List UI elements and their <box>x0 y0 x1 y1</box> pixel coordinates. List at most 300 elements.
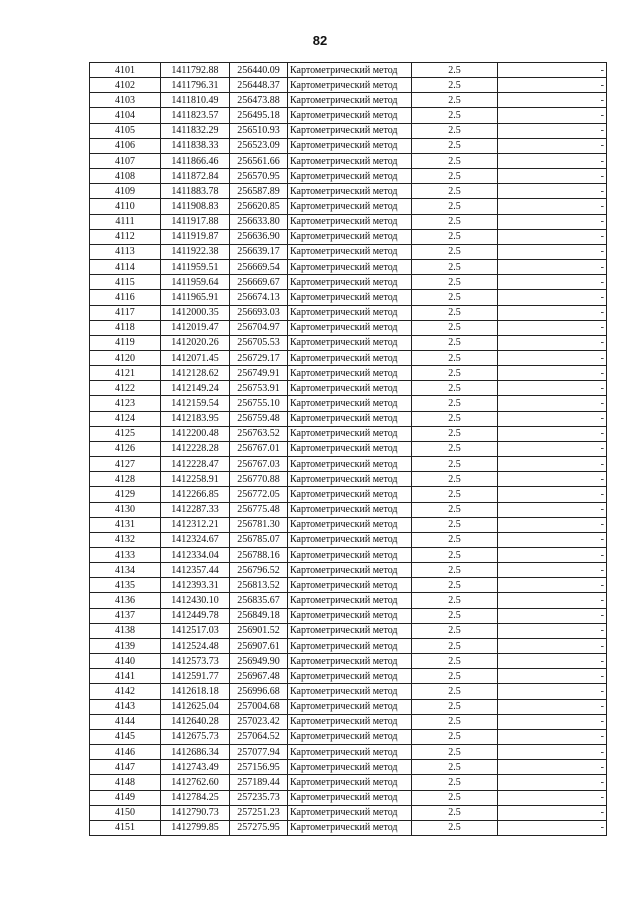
y-coordinate-cell: 256907.61 <box>230 638 288 653</box>
method-cell: Картометрический метод <box>288 487 412 502</box>
description-cell: - <box>498 775 607 790</box>
description-cell: - <box>498 457 607 472</box>
description-cell: - <box>498 260 607 275</box>
point-number-cell: 4119 <box>90 335 161 350</box>
point-number-cell: 4121 <box>90 366 161 381</box>
x-coordinate-cell: 1412071.45 <box>161 350 230 365</box>
point-number-cell: 4127 <box>90 457 161 472</box>
y-coordinate-cell: 256772.05 <box>230 487 288 502</box>
description-cell: - <box>498 472 607 487</box>
y-coordinate-cell: 256633.80 <box>230 214 288 229</box>
description-cell: - <box>498 411 607 426</box>
table-row <box>90 457 607 472</box>
point-number-cell: 4139 <box>90 638 161 653</box>
y-coordinate-cell: 256693.03 <box>230 305 288 320</box>
description-cell: - <box>498 244 607 259</box>
y-coordinate-cell: 256674.13 <box>230 290 288 305</box>
table-row <box>90 775 607 790</box>
table-row <box>90 790 607 805</box>
description-cell: - <box>498 684 607 699</box>
description-cell: - <box>498 699 607 714</box>
y-coordinate-cell: 256473.88 <box>230 93 288 108</box>
accuracy-cell: 2.5 <box>412 78 498 93</box>
point-number-cell: 4101 <box>90 63 161 78</box>
method-cell: Картометрический метод <box>288 411 412 426</box>
x-coordinate-cell: 1412312.21 <box>161 517 230 532</box>
method-cell: Картометрический метод <box>288 63 412 78</box>
point-number-cell: 4110 <box>90 199 161 214</box>
accuracy-cell: 2.5 <box>412 578 498 593</box>
x-coordinate-cell: 1412200.48 <box>161 426 230 441</box>
table-row <box>90 441 607 456</box>
table-row <box>90 745 607 760</box>
table-row <box>90 760 607 775</box>
description-cell: - <box>498 532 607 547</box>
table-row <box>90 214 607 229</box>
table-row <box>90 366 607 381</box>
point-number-cell: 4116 <box>90 290 161 305</box>
method-cell: Картометрический метод <box>288 790 412 805</box>
point-number-cell: 4124 <box>90 411 161 426</box>
table-row <box>90 229 607 244</box>
x-coordinate-cell: 1411922.38 <box>161 244 230 259</box>
table-row <box>90 335 607 350</box>
method-cell: Картометрический метод <box>288 290 412 305</box>
x-coordinate-cell: 1412128.62 <box>161 366 230 381</box>
description-cell: - <box>498 638 607 653</box>
description-cell: - <box>498 745 607 760</box>
method-cell: Картометрический метод <box>288 578 412 593</box>
accuracy-cell: 2.5 <box>412 820 498 835</box>
description-cell: - <box>498 760 607 775</box>
description-cell: - <box>498 820 607 835</box>
y-coordinate-cell: 257023.42 <box>230 714 288 729</box>
point-number-cell: 4132 <box>90 532 161 547</box>
description-cell: - <box>498 63 607 78</box>
description-cell: - <box>498 790 607 805</box>
accuracy-cell: 2.5 <box>412 775 498 790</box>
method-cell: Картометрический метод <box>288 244 412 259</box>
method-cell: Картометрический метод <box>288 805 412 820</box>
x-coordinate-cell: 1412228.28 <box>161 441 230 456</box>
method-cell: Картометрический метод <box>288 305 412 320</box>
description-cell: - <box>498 381 607 396</box>
method-cell: Картометрический метод <box>288 638 412 653</box>
method-cell: Картометрический метод <box>288 608 412 623</box>
table-row <box>90 714 607 729</box>
point-number-cell: 4148 <box>90 775 161 790</box>
table-row <box>90 411 607 426</box>
accuracy-cell: 2.5 <box>412 199 498 214</box>
point-number-cell: 4102 <box>90 78 161 93</box>
table-row <box>90 138 607 153</box>
point-number-cell: 4123 <box>90 396 161 411</box>
x-coordinate-cell: 1412266.85 <box>161 487 230 502</box>
description-cell: - <box>498 184 607 199</box>
table-row <box>90 638 607 653</box>
table-row <box>90 820 607 835</box>
method-cell: Картометрический метод <box>288 563 412 578</box>
y-coordinate-cell: 256561.66 <box>230 153 288 168</box>
point-number-cell: 4126 <box>90 441 161 456</box>
description-cell: - <box>498 229 607 244</box>
table-row <box>90 517 607 532</box>
method-cell: Картометрический метод <box>288 93 412 108</box>
description-cell: - <box>498 214 607 229</box>
point-number-cell: 4114 <box>90 260 161 275</box>
x-coordinate-cell: 1412430.10 <box>161 593 230 608</box>
y-coordinate-cell: 256705.53 <box>230 335 288 350</box>
x-coordinate-cell: 1411838.33 <box>161 138 230 153</box>
method-cell: Картометрический метод <box>288 229 412 244</box>
table-row <box>90 63 607 78</box>
x-coordinate-cell: 1412019.47 <box>161 320 230 335</box>
y-coordinate-cell: 256813.52 <box>230 578 288 593</box>
x-coordinate-cell: 1412020.26 <box>161 335 230 350</box>
description-cell: - <box>498 487 607 502</box>
table-row <box>90 532 607 547</box>
table-row <box>90 305 607 320</box>
accuracy-cell: 2.5 <box>412 699 498 714</box>
x-coordinate-cell: 1411959.51 <box>161 260 230 275</box>
x-coordinate-cell: 1412393.31 <box>161 578 230 593</box>
x-coordinate-cell: 1412784.25 <box>161 790 230 805</box>
method-cell: Картометрический метод <box>288 335 412 350</box>
accuracy-cell: 2.5 <box>412 411 498 426</box>
x-coordinate-cell: 1412573.73 <box>161 654 230 669</box>
description-cell: - <box>498 153 607 168</box>
method-cell: Картометрический метод <box>288 820 412 835</box>
y-coordinate-cell: 256949.90 <box>230 654 288 669</box>
description-cell: - <box>498 593 607 608</box>
accuracy-cell: 2.5 <box>412 487 498 502</box>
accuracy-cell: 2.5 <box>412 290 498 305</box>
method-cell: Картометрический метод <box>288 275 412 290</box>
table-row <box>90 320 607 335</box>
description-cell: - <box>498 305 607 320</box>
accuracy-cell: 2.5 <box>412 729 498 744</box>
x-coordinate-cell: 1412449.78 <box>161 608 230 623</box>
method-cell: Картометрический метод <box>288 426 412 441</box>
y-coordinate-cell: 256669.54 <box>230 260 288 275</box>
point-number-cell: 4118 <box>90 320 161 335</box>
point-number-cell: 4144 <box>90 714 161 729</box>
table-row <box>90 472 607 487</box>
y-coordinate-cell: 257004.68 <box>230 699 288 714</box>
y-coordinate-cell: 256901.52 <box>230 623 288 638</box>
accuracy-cell: 2.5 <box>412 426 498 441</box>
point-number-cell: 4133 <box>90 548 161 563</box>
point-number-cell: 4128 <box>90 472 161 487</box>
accuracy-cell: 2.5 <box>412 366 498 381</box>
y-coordinate-cell: 256835.67 <box>230 593 288 608</box>
accuracy-cell: 2.5 <box>412 93 498 108</box>
accuracy-cell: 2.5 <box>412 502 498 517</box>
table-row <box>90 260 607 275</box>
method-cell: Картометрический метод <box>288 669 412 684</box>
point-number-cell: 4120 <box>90 350 161 365</box>
point-number-cell: 4105 <box>90 123 161 138</box>
method-cell: Картометрический метод <box>288 775 412 790</box>
accuracy-cell: 2.5 <box>412 396 498 411</box>
x-coordinate-cell: 1411810.49 <box>161 93 230 108</box>
table-row <box>90 108 607 123</box>
page-number: 82 <box>312 33 328 48</box>
point-number-cell: 4141 <box>90 669 161 684</box>
x-coordinate-cell: 1411866.46 <box>161 153 230 168</box>
method-cell: Картометрический метод <box>288 441 412 456</box>
table-row <box>90 623 607 638</box>
table-row <box>90 350 607 365</box>
accuracy-cell: 2.5 <box>412 745 498 760</box>
table-row <box>90 805 607 820</box>
y-coordinate-cell: 256796.52 <box>230 563 288 578</box>
description-cell: - <box>498 502 607 517</box>
description-cell: - <box>498 78 607 93</box>
point-number-cell: 4142 <box>90 684 161 699</box>
point-number-cell: 4135 <box>90 578 161 593</box>
method-cell: Картометрический метод <box>288 623 412 638</box>
description-cell: - <box>498 335 607 350</box>
table-row <box>90 548 607 563</box>
method-cell: Картометрический метод <box>288 108 412 123</box>
y-coordinate-cell: 256849.18 <box>230 608 288 623</box>
description-cell: - <box>498 396 607 411</box>
accuracy-cell: 2.5 <box>412 138 498 153</box>
table-row <box>90 593 607 608</box>
description-cell: - <box>498 108 607 123</box>
table-row <box>90 654 607 669</box>
point-number-cell: 4146 <box>90 745 161 760</box>
y-coordinate-cell: 256620.85 <box>230 199 288 214</box>
x-coordinate-cell: 1412524.48 <box>161 638 230 653</box>
y-coordinate-cell: 256669.67 <box>230 275 288 290</box>
x-coordinate-cell: 1412640.28 <box>161 714 230 729</box>
method-cell: Картометрический метод <box>288 184 412 199</box>
description-cell: - <box>498 350 607 365</box>
method-cell: Картометрический метод <box>288 199 412 214</box>
accuracy-cell: 2.5 <box>412 275 498 290</box>
method-cell: Картометрический метод <box>288 684 412 699</box>
x-coordinate-cell: 1411917.88 <box>161 214 230 229</box>
y-coordinate-cell: 257077.94 <box>230 745 288 760</box>
y-coordinate-cell: 257275.95 <box>230 820 288 835</box>
point-number-cell: 4111 <box>90 214 161 229</box>
x-coordinate-cell: 1412357.44 <box>161 563 230 578</box>
y-coordinate-cell: 256770.88 <box>230 472 288 487</box>
y-coordinate-cell: 256767.01 <box>230 441 288 456</box>
description-cell: - <box>498 441 607 456</box>
x-coordinate-cell: 1411959.64 <box>161 275 230 290</box>
point-number-cell: 4131 <box>90 517 161 532</box>
method-cell: Картометрический метод <box>288 745 412 760</box>
x-coordinate-cell: 1411908.83 <box>161 199 230 214</box>
description-cell: - <box>498 548 607 563</box>
y-coordinate-cell: 256753.91 <box>230 381 288 396</box>
description-cell: - <box>498 320 607 335</box>
accuracy-cell: 2.5 <box>412 805 498 820</box>
x-coordinate-cell: 1411883.78 <box>161 184 230 199</box>
method-cell: Картометрический метод <box>288 78 412 93</box>
x-coordinate-cell: 1411919.87 <box>161 229 230 244</box>
accuracy-cell: 2.5 <box>412 593 498 608</box>
method-cell: Картометрический метод <box>288 381 412 396</box>
point-number-cell: 4149 <box>90 790 161 805</box>
y-coordinate-cell: 256755.10 <box>230 396 288 411</box>
accuracy-cell: 2.5 <box>412 472 498 487</box>
x-coordinate-cell: 1411832.29 <box>161 123 230 138</box>
x-coordinate-cell: 1412762.60 <box>161 775 230 790</box>
accuracy-cell: 2.5 <box>412 517 498 532</box>
description-cell: - <box>498 729 607 744</box>
accuracy-cell: 2.5 <box>412 244 498 259</box>
description-cell: - <box>498 138 607 153</box>
table-row <box>90 699 607 714</box>
description-cell: - <box>498 805 607 820</box>
table-row <box>90 608 607 623</box>
x-coordinate-cell: 1412675.73 <box>161 729 230 744</box>
table-row <box>90 78 607 93</box>
method-cell: Картометрический метод <box>288 472 412 487</box>
y-coordinate-cell: 256523.09 <box>230 138 288 153</box>
x-coordinate-cell: 1412000.35 <box>161 305 230 320</box>
point-number-cell: 4143 <box>90 699 161 714</box>
y-coordinate-cell: 256510.93 <box>230 123 288 138</box>
method-cell: Картометрический метод <box>288 153 412 168</box>
description-cell: - <box>498 517 607 532</box>
point-number-cell: 4130 <box>90 502 161 517</box>
method-cell: Картометрический метод <box>288 517 412 532</box>
point-number-cell: 4122 <box>90 381 161 396</box>
description-cell: - <box>498 366 607 381</box>
description-cell: - <box>498 654 607 669</box>
y-coordinate-cell: 256763.52 <box>230 426 288 441</box>
point-number-cell: 4129 <box>90 487 161 502</box>
description-cell: - <box>498 669 607 684</box>
accuracy-cell: 2.5 <box>412 153 498 168</box>
accuracy-cell: 2.5 <box>412 608 498 623</box>
y-coordinate-cell: 257156.95 <box>230 760 288 775</box>
x-coordinate-cell: 1412324.67 <box>161 532 230 547</box>
accuracy-cell: 2.5 <box>412 169 498 184</box>
accuracy-cell: 2.5 <box>412 548 498 563</box>
y-coordinate-cell: 256749.91 <box>230 366 288 381</box>
accuracy-cell: 2.5 <box>412 108 498 123</box>
method-cell: Картометрический метод <box>288 169 412 184</box>
accuracy-cell: 2.5 <box>412 214 498 229</box>
table-row <box>90 199 607 214</box>
point-number-cell: 4138 <box>90 623 161 638</box>
description-cell: - <box>498 426 607 441</box>
description-cell: - <box>498 290 607 305</box>
table-body <box>90 63 607 836</box>
accuracy-cell: 2.5 <box>412 335 498 350</box>
accuracy-cell: 2.5 <box>412 714 498 729</box>
x-coordinate-cell: 1412743.49 <box>161 760 230 775</box>
point-number-cell: 4112 <box>90 229 161 244</box>
y-coordinate-cell: 256775.48 <box>230 502 288 517</box>
y-coordinate-cell: 256587.89 <box>230 184 288 199</box>
x-coordinate-cell: 1412159.54 <box>161 396 230 411</box>
method-cell: Картометрический метод <box>288 320 412 335</box>
accuracy-cell: 2.5 <box>412 563 498 578</box>
y-coordinate-cell: 256495.18 <box>230 108 288 123</box>
accuracy-cell: 2.5 <box>412 184 498 199</box>
point-number-cell: 4137 <box>90 608 161 623</box>
method-cell: Картометрический метод <box>288 548 412 563</box>
x-coordinate-cell: 1412149.24 <box>161 381 230 396</box>
y-coordinate-cell: 256639.17 <box>230 244 288 259</box>
point-number-cell: 4150 <box>90 805 161 820</box>
y-coordinate-cell: 257189.44 <box>230 775 288 790</box>
point-number-cell: 4107 <box>90 153 161 168</box>
accuracy-cell: 2.5 <box>412 320 498 335</box>
description-cell: - <box>498 199 607 214</box>
x-coordinate-cell: 1411872.84 <box>161 169 230 184</box>
y-coordinate-cell: 256636.90 <box>230 229 288 244</box>
point-number-cell: 4134 <box>90 563 161 578</box>
accuracy-cell: 2.5 <box>412 654 498 669</box>
y-coordinate-cell: 256570.95 <box>230 169 288 184</box>
accuracy-cell: 2.5 <box>412 669 498 684</box>
point-number-cell: 4104 <box>90 108 161 123</box>
table-row <box>90 381 607 396</box>
method-cell: Картометрический метод <box>288 457 412 472</box>
y-coordinate-cell: 256788.16 <box>230 548 288 563</box>
y-coordinate-cell: 256759.48 <box>230 411 288 426</box>
table-row <box>90 396 607 411</box>
table-row <box>90 244 607 259</box>
y-coordinate-cell: 256996.68 <box>230 684 288 699</box>
description-cell: - <box>498 123 607 138</box>
x-coordinate-cell: 1412790.73 <box>161 805 230 820</box>
y-coordinate-cell: 256704.97 <box>230 320 288 335</box>
table-row <box>90 290 607 305</box>
point-number-cell: 4151 <box>90 820 161 835</box>
y-coordinate-cell: 256785.07 <box>230 532 288 547</box>
x-coordinate-cell: 1412591.77 <box>161 669 230 684</box>
table-row <box>90 169 607 184</box>
accuracy-cell: 2.5 <box>412 760 498 775</box>
y-coordinate-cell: 257235.73 <box>230 790 288 805</box>
description-cell: - <box>498 275 607 290</box>
description-cell: - <box>498 563 607 578</box>
coordinates-table <box>89 62 607 836</box>
method-cell: Картометрический метод <box>288 699 412 714</box>
x-coordinate-cell: 1412618.18 <box>161 684 230 699</box>
x-coordinate-cell: 1412287.33 <box>161 502 230 517</box>
table-row <box>90 502 607 517</box>
accuracy-cell: 2.5 <box>412 684 498 699</box>
table-row <box>90 729 607 744</box>
method-cell: Картометрический метод <box>288 654 412 669</box>
accuracy-cell: 2.5 <box>412 123 498 138</box>
table-row <box>90 487 607 502</box>
table-row <box>90 93 607 108</box>
accuracy-cell: 2.5 <box>412 623 498 638</box>
accuracy-cell: 2.5 <box>412 532 498 547</box>
point-number-cell: 4109 <box>90 184 161 199</box>
x-coordinate-cell: 1412799.85 <box>161 820 230 835</box>
table-row <box>90 563 607 578</box>
x-coordinate-cell: 1412258.91 <box>161 472 230 487</box>
x-coordinate-cell: 1412625.04 <box>161 699 230 714</box>
method-cell: Картометрический метод <box>288 502 412 517</box>
method-cell: Картометрический метод <box>288 123 412 138</box>
table-row <box>90 275 607 290</box>
y-coordinate-cell: 257251.23 <box>230 805 288 820</box>
description-cell: - <box>498 169 607 184</box>
